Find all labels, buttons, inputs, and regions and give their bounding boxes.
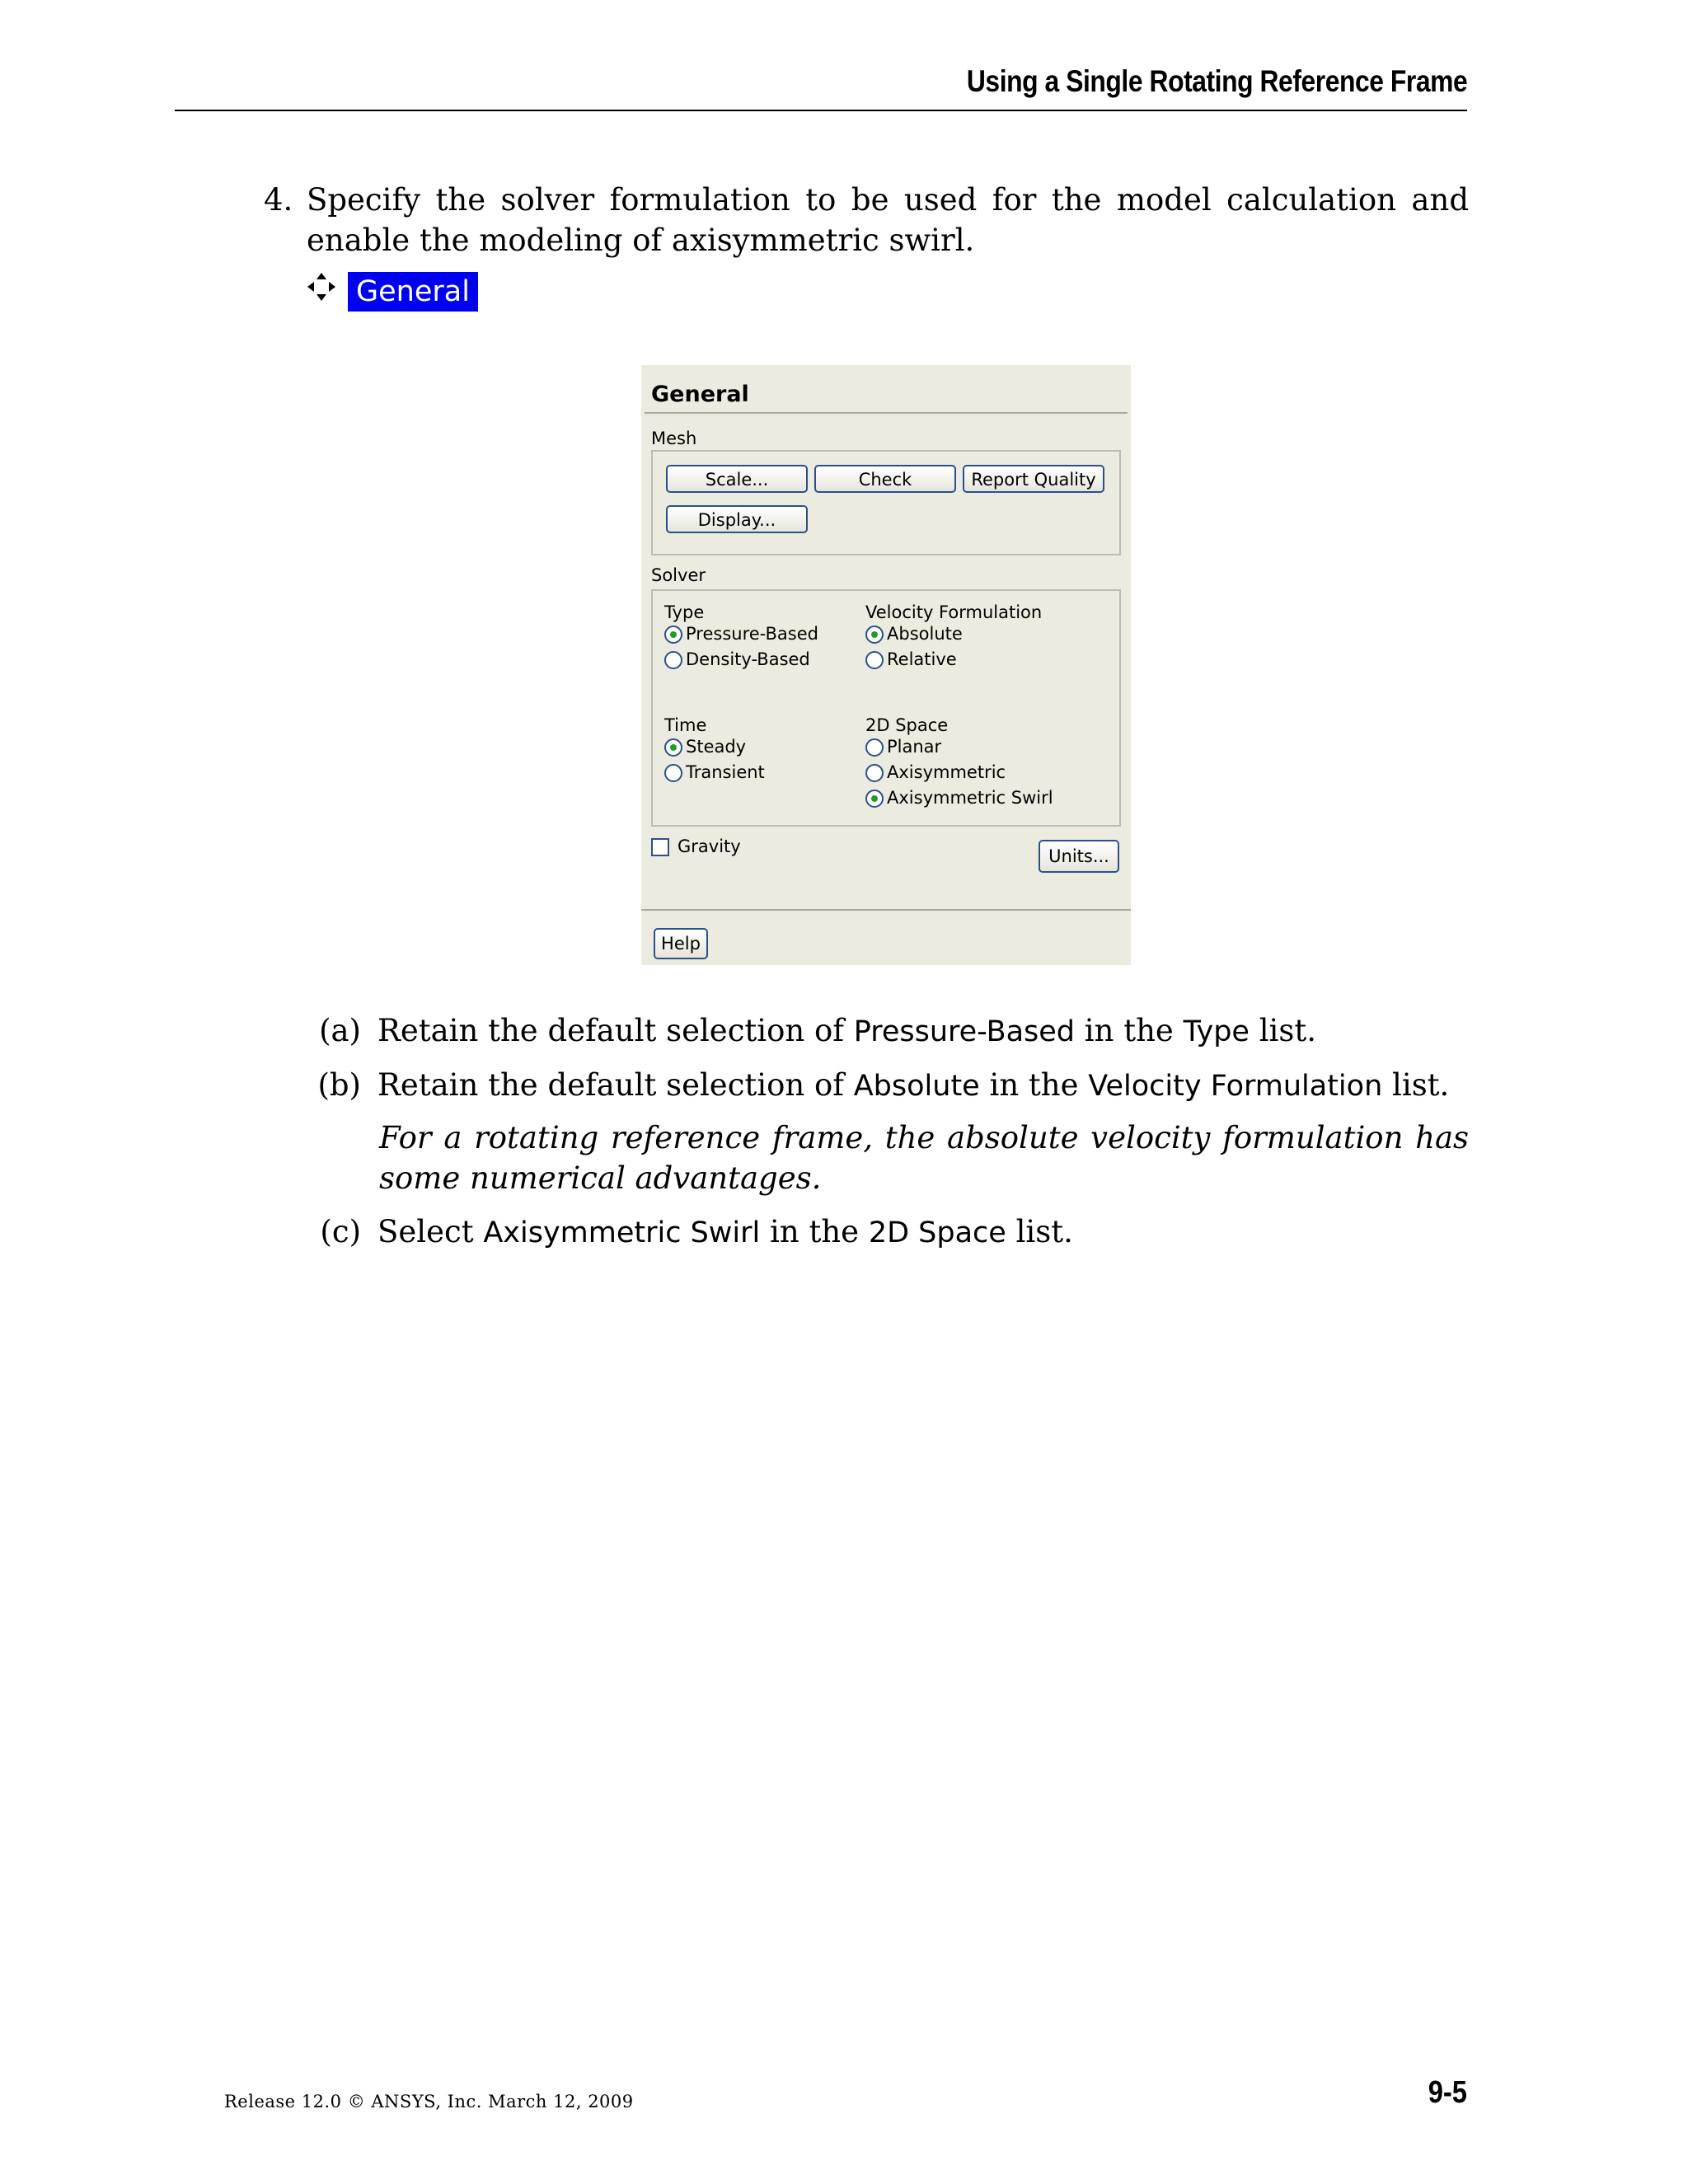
footer-release-info: Release 12.0 © ANSYS, Inc. March 12, 2009: [224, 2092, 634, 2111]
transient-radio[interactable]: [664, 764, 682, 782]
steady-radio[interactable]: [664, 738, 682, 757]
absolute-radio[interactable]: [865, 626, 884, 644]
planar-radio[interactable]: [865, 738, 884, 757]
gravity-checkbox[interactable]: [651, 838, 669, 856]
report-quality-button[interactable]: Report Quality: [963, 465, 1104, 493]
scale-button[interactable]: Scale...: [666, 465, 808, 493]
item-b-label: (b): [317, 1067, 361, 1103]
navigation-arrows-icon: [305, 270, 338, 303]
2d-space-label: 2D Space: [865, 715, 949, 735]
density-based-radio[interactable]: [664, 651, 682, 669]
axisymmetric-swirl-label: Axisymmetric Swirl: [887, 788, 1053, 808]
axisymmetric-swirl-radio[interactable]: [865, 790, 884, 808]
solver-section-label: Solver: [651, 565, 706, 585]
item-b-text-1: Retain the default selection of: [377, 1067, 854, 1103]
axisymmetric-label: Axisymmetric: [887, 762, 1006, 782]
relative-label: Relative: [887, 649, 957, 669]
panel-bottom-divider: [641, 909, 1131, 911]
planar-label: Planar: [887, 737, 942, 757]
header-divider: [175, 110, 1467, 111]
step-number: 4.: [264, 182, 293, 218]
item-c-text-3: list.: [1006, 1214, 1073, 1249]
units-button[interactable]: Units...: [1039, 840, 1119, 873]
solver-group: [651, 589, 1121, 827]
item-a-label: (a): [319, 1013, 361, 1048]
item-c-option: Axisymmetric Swirl: [483, 1216, 761, 1249]
item-c-list-name: 2D Space: [868, 1216, 1006, 1249]
page-number: 9-5: [1428, 2075, 1467, 2110]
item-a-text-3: list.: [1249, 1013, 1316, 1048]
pressure-based-label: Pressure-Based: [686, 624, 818, 644]
steady-label: Steady: [686, 737, 747, 757]
item-b-text: [377, 1065, 1449, 1107]
type-label: Type: [664, 602, 705, 622]
general-panel: [641, 365, 1131, 965]
item-a-text-1: Retain the default selection of: [377, 1013, 854, 1048]
display-button[interactable]: Display...: [666, 505, 808, 533]
pressure-based-radio[interactable]: [664, 626, 682, 644]
velocity-formulation-label: Velocity Formulation: [865, 602, 1043, 622]
item-c-text: [377, 1212, 1073, 1254]
item-a-option: Pressure-Based: [853, 1015, 1076, 1048]
item-a-text-2: in the: [1075, 1013, 1184, 1048]
item-c-text-1: Select: [377, 1214, 484, 1249]
item-a-text: [377, 1010, 1316, 1052]
density-based-label: Density-Based: [686, 649, 810, 669]
mesh-group: [651, 450, 1121, 555]
mesh-section-label: Mesh: [651, 429, 697, 448]
time-label: Time: [664, 715, 707, 735]
item-c-label: (c): [320, 1214, 361, 1249]
absolute-label: Absolute: [887, 624, 963, 644]
item-b-note: For a rotating reference frame, the absolute velocity formulation has some numerical advantages.: [379, 1120, 1469, 1196]
item-b-list-name: Velocity Formulation: [1088, 1070, 1383, 1103]
check-button[interactable]: Check: [814, 465, 956, 493]
panel-title: General: [651, 382, 749, 407]
item-b-text-3: list.: [1382, 1067, 1450, 1103]
item-b-text-2: in the: [979, 1067, 1089, 1103]
panel-title-divider: [645, 412, 1128, 414]
step-instruction: Specify the solver formulation to be used for the model calculation and enable the modeling of axisymmetric swirl.: [307, 182, 1469, 258]
axisymmetric-radio[interactable]: [865, 764, 884, 782]
transient-label: Transient: [686, 762, 765, 782]
item-b-option: Absolute: [853, 1070, 980, 1103]
running-header-title: Using a Single Rotating Reference Frame: [966, 64, 1467, 98]
help-button[interactable]: Help: [654, 928, 708, 959]
general-nav-link[interactable]: General: [348, 272, 478, 312]
relative-radio[interactable]: [865, 651, 884, 669]
item-a-list-name: Type: [1183, 1015, 1250, 1048]
gravity-label: Gravity: [678, 837, 741, 856]
item-c-text-2: in the: [760, 1214, 869, 1249]
